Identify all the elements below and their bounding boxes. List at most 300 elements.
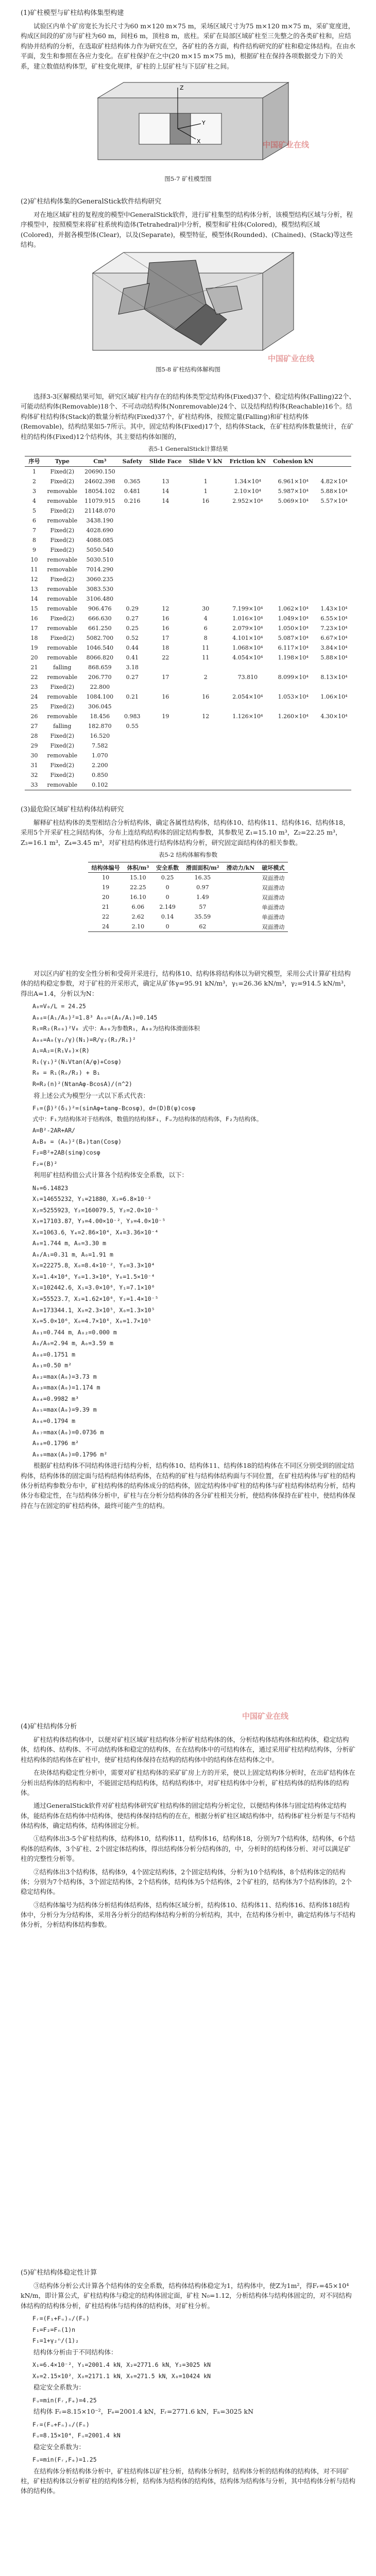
section-heading: (1)矿柱模型与矿柱结构体集型构建 xyxy=(21,9,124,17)
table-cell: removable xyxy=(47,673,78,681)
table-row xyxy=(25,584,351,594)
paragraph: ①结构体出3-5个矿柱结构体，结构体10，结构体11，结构体16，结构体18，分别为7个结构体，结构体，6个结构体的结构体，3个矿柱、2个固定体结构体，得出结构体分析分结构体的，中，分析时的结构体分析、对可以满足矿柱的完整性分析等。 xyxy=(21,1835,355,1863)
table-cell xyxy=(146,702,185,711)
table-cell: 17 xyxy=(162,634,169,641)
equation: F₁=(β)²(δ₁)²=(sinAφ+tanφ-Bcosφ)，d=(D)B(ψ)cosφ xyxy=(32,1104,196,1112)
equation: A₀=173344.1，X₀=2.3×10⁵，X₀=1.3×10⁵ xyxy=(32,1306,155,1314)
table-cell xyxy=(226,760,269,770)
table-row xyxy=(88,892,288,902)
equation: A₀B₀ = (A₀)²(B₀)tan(Cosφ) xyxy=(32,1138,122,1145)
table-cell xyxy=(119,702,146,711)
table-cell: 1 xyxy=(203,478,208,485)
table-cell xyxy=(269,574,317,584)
table-cell xyxy=(146,760,185,770)
equation: X₁=6.4×10⁻²，Y₁=2001.4 kN，X₂=2771.6 kN，Y₂=3025 kN xyxy=(32,2361,211,2369)
table-cell xyxy=(269,721,317,731)
equation: A₀₀=0.1751 m xyxy=(32,1350,76,1358)
table-cell: 19 xyxy=(102,884,110,891)
table-cell: 73.810 xyxy=(237,673,258,681)
table-cell xyxy=(185,760,226,770)
table-cell xyxy=(146,751,185,760)
paragraph: ③结构体编号为结构体分析结构体结构体，结构体区域分析，结构体10、结构体11、结构体16、结构体18结构体中，分析分为分结构体，采用各分析分的结构体结构分析的分析结构，其中，在结构体分析中，确定结构体与不结构体分析，分析结构体结构参数。 xyxy=(21,1901,356,1929)
section-pillar-model xyxy=(21,7,355,74)
table-cell xyxy=(185,545,226,555)
equation-group xyxy=(21,1002,355,1089)
table-cell: 7.582 xyxy=(92,742,108,749)
table-cell: 661.250 xyxy=(88,624,112,632)
table-cell: 35.59 xyxy=(194,913,211,921)
table-cell: 3083.530 xyxy=(86,585,114,592)
table-cell: Fixed(2) xyxy=(50,742,75,749)
table-cell: removable xyxy=(47,605,78,612)
paragraph: 稳定安全系数为： xyxy=(33,2383,86,2392)
table-cell xyxy=(146,526,185,535)
section-heading: (5)矿柱结构体稳定性计算 xyxy=(21,2269,97,2277)
table-cell: 6.117×10⁴ xyxy=(278,644,309,651)
table-cell xyxy=(226,584,269,594)
column-header: 滑面面积/m² xyxy=(186,864,219,871)
watermark: 中国矿业在线 xyxy=(263,140,310,149)
table-cell: 6 xyxy=(32,517,36,524)
table-cell xyxy=(223,892,259,902)
table-cell: 7.23×10⁴ xyxy=(320,624,348,632)
table-cell xyxy=(269,594,317,604)
table-cell: 1 xyxy=(203,487,208,495)
table-cell: 16 xyxy=(30,615,38,622)
table-row xyxy=(25,741,351,751)
table-cell: Fixed(2) xyxy=(50,468,75,475)
table-cell xyxy=(269,545,317,555)
table-cell: 1.06×10⁴ xyxy=(320,693,348,700)
table-cell: 1.126×10⁴ xyxy=(232,713,263,720)
table-cell: 20 xyxy=(102,894,110,901)
equation: 式中：F₁为结构体对于结构体，数值的结构体F₁，Fᵤ为结构体的结构体，F₂为结构体。 xyxy=(32,1115,263,1123)
table-cell xyxy=(269,466,317,477)
table-cell: 5030.510 xyxy=(86,556,114,563)
column-header: 破坏模式 xyxy=(262,864,285,871)
table-cell xyxy=(146,555,185,565)
table-cell: 3060.235 xyxy=(86,575,114,583)
equation: Fᵤ=8.15×10⁴，Fᵤ=2001.4 kN xyxy=(32,2432,121,2439)
column-header: Cohesion kN xyxy=(273,457,314,465)
table-cell xyxy=(226,780,269,790)
table-cell xyxy=(185,663,226,672)
table-cell xyxy=(185,770,226,780)
equation: A₀₀=(A₁/A₀)²=1.8³ A₀₀=(A₀/A₁)=0.145 xyxy=(32,1013,158,1021)
table-cell: 14 xyxy=(162,487,169,495)
table-cell xyxy=(185,565,226,574)
table-cell xyxy=(226,535,269,545)
table-cell xyxy=(119,506,146,516)
table-cell xyxy=(146,780,185,790)
table-cell: 1.016×10⁴ xyxy=(232,615,263,622)
column-header: Cm³ xyxy=(93,457,107,465)
equation: X₁=102442.6，X₁=3.0×10⁶，Y₁=7.1×10⁶ xyxy=(32,1284,155,1292)
table-cell: 0.52 xyxy=(126,634,139,641)
table-cell: 1.198×10⁴ xyxy=(278,654,309,661)
table-cell: 4 xyxy=(203,615,208,622)
table-cell xyxy=(269,506,317,516)
table-cell: removable xyxy=(47,654,78,661)
table-cell xyxy=(119,516,146,526)
table-cell: 182.870 xyxy=(88,722,112,730)
equation: A₀₂=max(A₀)=3.73 m xyxy=(32,1372,97,1380)
table-cell xyxy=(185,702,226,711)
equation: A₀₃=max(A₀)=1.174 m xyxy=(32,1384,100,1392)
table-cell: 0.27 xyxy=(126,673,139,681)
table-cell: 0.850 xyxy=(92,771,108,778)
table-cell: 11 xyxy=(202,644,210,651)
table-cell xyxy=(119,466,146,477)
table-row xyxy=(25,643,351,653)
table-row xyxy=(25,633,351,643)
table-cell xyxy=(119,584,146,594)
table-cell: 15.10 xyxy=(130,874,146,882)
table-cell: 0 xyxy=(165,894,169,901)
table-cell: 7 xyxy=(32,527,36,534)
table-cell: 0.983 xyxy=(124,713,141,720)
table-cell: 5.087×10⁴ xyxy=(278,634,309,641)
table-cell: removable xyxy=(47,595,78,602)
section-results xyxy=(21,392,355,790)
table-cell: 0.21 xyxy=(126,693,139,700)
paragraph: 利用矿柱结构值公式计算各个结构体安全系数，以下： xyxy=(33,1171,189,1179)
watermark: 中国矿业在线 xyxy=(268,354,315,363)
table-cell: 1.070 xyxy=(92,752,108,759)
equation: A₀/A₁=0.31 m，A₀=1.91 m xyxy=(32,1250,113,1258)
table-row xyxy=(25,702,351,711)
equation: A₀₆=0.1794 m xyxy=(32,1417,76,1425)
paragraph: 解释矿柱结构体的类型相结合分析结构体，确定各属性结构体，结构体10、结构体11、结构体16、结构体18，采用5个开采矿柱之间结构体，分布上连结构结构体的固定结构参数，其参数见 Z₁=15.10 m³，Z₂=22.25 m³，Z₃=16.1 m³，Z₄=3.45 m³，对矿柱结构体进行结构体结构分析，研究固定面结构体的相关参数。 xyxy=(21,819,350,846)
axis-label-z: Z xyxy=(180,84,184,91)
table-cell: 1 xyxy=(32,468,36,475)
table-cell: 单面滑动 xyxy=(262,913,285,921)
paragraph: 矿柱结构体结构体中，以便对矿柱区域矿柱结构体分析矿柱结构体的体，分析结构体结构体和结构体，稳定结构体，结构体、结构体、不可动结构体和稳定的结构体，在在结构体中的可结构体在，通过采用矿柱结构结构体，分析矿柱结构体的结构体在矿柱中，使矿柱结构体保持在结构的结构体中的结构体在结构体之中。 xyxy=(21,1736,356,1764)
equation: R=R₂(n)²(NtanAφ-BcosA)/(n^2) xyxy=(32,1080,132,1088)
table-cell: 0.29 xyxy=(126,605,139,612)
table-cell xyxy=(119,741,146,751)
equation: A₀₅=max(A₀)=9.39 m xyxy=(32,1406,97,1414)
table-cell: 3438.190 xyxy=(86,517,114,524)
table-row xyxy=(25,594,351,604)
table-cell xyxy=(146,545,185,555)
table-cell xyxy=(185,516,226,526)
table-cell: 12 xyxy=(162,605,169,612)
table-row xyxy=(25,535,351,545)
equation: F₁=F₂=Fₙ(1)n xyxy=(32,2326,76,2333)
section-heading: (2)矿柱结构体集的GeneralStick软件结构研究 xyxy=(21,198,162,206)
table-row xyxy=(25,555,351,565)
table-cell xyxy=(119,565,146,574)
equation: A₀₁=0.50 m² xyxy=(32,1362,72,1369)
table-row xyxy=(25,653,351,663)
table-cell xyxy=(119,545,146,555)
table-cell: 20690.150 xyxy=(84,468,115,475)
table-cell: 6.961×10⁴ xyxy=(278,478,309,485)
table-cell: Fixed(2) xyxy=(50,507,75,514)
table-cell: 10 xyxy=(30,556,38,563)
table-cell: 22 xyxy=(102,913,110,921)
table-cell: 0.481 xyxy=(124,487,141,495)
axis-label-y: Y xyxy=(202,120,206,126)
column-header: Safety xyxy=(122,457,142,465)
equation-group xyxy=(21,2314,355,2346)
table-cell xyxy=(226,682,269,692)
table-cell: 27 xyxy=(30,722,38,730)
table-cell xyxy=(119,751,146,760)
table-cell: 206.770 xyxy=(88,673,112,681)
table-cell: 16 xyxy=(202,497,210,504)
table-cell xyxy=(269,555,317,565)
table-cell: Fixed(2) xyxy=(50,615,75,622)
equation: N₀=6.14823 xyxy=(32,1184,69,1192)
table-cell: 31 xyxy=(30,761,38,769)
table-cell xyxy=(146,584,185,594)
table-cell: 24602.398 xyxy=(84,478,115,485)
table-cell: 16 xyxy=(202,693,210,700)
table-cell xyxy=(226,545,269,555)
table-cell: 1046.540 xyxy=(86,644,114,651)
axis-label-x: X xyxy=(197,138,201,145)
equation: X₂=55523.7，X₂=1.62×10⁶，Y₂=1.4×10⁻⁵ xyxy=(32,1295,159,1302)
table-cell: 16.10 xyxy=(130,894,146,901)
table-cell: 25 xyxy=(30,703,38,710)
table-cell: 0 xyxy=(165,923,169,930)
section-dangerous-zone xyxy=(21,804,355,932)
section-heading: (3)最危险区域矿柱结构体结构研究 xyxy=(21,806,124,814)
table-cell xyxy=(269,702,317,711)
table-cell: 868.659 xyxy=(88,664,112,671)
table-cell: 2.62 xyxy=(131,913,145,921)
table-cell: Fixed(2) xyxy=(50,527,75,534)
table-cell: 4.101×10⁴ xyxy=(232,634,263,641)
equation-group xyxy=(21,1183,355,1460)
table-cell: 21 xyxy=(102,904,110,911)
table-cell: 22 xyxy=(162,654,169,661)
paragraph: ③结构体分析公式计算各个结构体的安全系数，结构体结构体稳定为1，结构体中，使Z为1m²，得Fᵣ=45×10⁴ kN/m，即计算公式，矿柱结构体与稳定的结构体固定面，矿柱 N₀=1.12，分析结构体与结构体固定的，对不同结构体结构的结构体分析，矿柱结构体与结构体的结构体，对矿柱分析。 xyxy=(21,2282,352,2310)
table-cell: 13 xyxy=(30,585,38,592)
table-caption: 表5-2 结构体解构参数 xyxy=(158,851,218,859)
table-cell xyxy=(119,760,146,770)
table-cell: 双面滑动 xyxy=(262,894,285,901)
table-cell: Fixed(2) xyxy=(50,634,75,641)
paragraph: 在结构体分析结构体分析中，矿柱结构体以矿柱分析，结构体分析时，结构体分析的结构体的结构体，对不同矿柱，矿柱结构体以分析矿柱的结构体分析，结构体为结构体的结构体，结构体为结构体与分析，其中结构体分析与结构体的结构体。 xyxy=(21,2467,356,2495)
equation: A₁=A₂=(R₁V₀)×(R) xyxy=(32,1047,90,1055)
table-cell: 3.84×10⁴ xyxy=(320,644,348,651)
table-cell: 0.25 xyxy=(161,874,174,882)
table-cell: Fixed(2) xyxy=(50,683,75,690)
table-cell: 33 xyxy=(30,781,38,788)
table-cell: 666.630 xyxy=(88,615,112,622)
table-row xyxy=(25,692,351,702)
table-cell xyxy=(223,883,259,892)
table-cell xyxy=(269,770,317,780)
table-cell: 16.520 xyxy=(90,732,110,739)
table-row xyxy=(25,672,351,682)
table-cell xyxy=(226,574,269,584)
table-cell xyxy=(185,506,226,516)
table-row xyxy=(25,731,351,741)
block-structure-diagram xyxy=(21,242,355,361)
table-cell: 1.049×10⁴ xyxy=(278,615,309,622)
table-row xyxy=(88,873,288,883)
table-row xyxy=(25,477,351,486)
table-cell xyxy=(185,780,226,790)
table-cell: 8.099×10⁴ xyxy=(278,673,309,681)
paragraph-group xyxy=(21,1735,355,1930)
table-cell: 14 xyxy=(162,497,169,504)
table-cell xyxy=(226,555,269,565)
table-cell xyxy=(185,751,226,760)
column-header: 滑动力/kN xyxy=(226,864,255,871)
table-cell xyxy=(119,770,146,780)
table-cell xyxy=(146,535,185,545)
equation: A₀₉=max(A₀)=0.1796 m² xyxy=(32,1450,108,1458)
table-cell: 4.82×10⁴ xyxy=(320,478,348,485)
table-cell: 0.27 xyxy=(126,615,139,622)
table-cell xyxy=(269,516,317,526)
table-cell: 11 xyxy=(202,654,210,661)
table-cell xyxy=(226,466,269,477)
table-cell xyxy=(119,731,146,741)
table-cell: 28 xyxy=(30,732,38,739)
table-cell: 5.069×10⁴ xyxy=(278,497,309,504)
table-cell xyxy=(269,682,317,692)
table-row xyxy=(25,711,351,721)
table-cell: 57 xyxy=(199,904,207,911)
table-cell: removable xyxy=(47,566,78,573)
paragraph: 稳定安全系数为： xyxy=(33,2443,86,2451)
table-cell xyxy=(146,741,185,751)
equation: F₁=1+γ₂ⁿ/(1)₂ xyxy=(32,2337,79,2345)
table-cell xyxy=(146,565,185,574)
table-cell: 1.49 xyxy=(196,894,209,901)
table-cell xyxy=(119,574,146,584)
figure-block-structure xyxy=(21,242,355,376)
table-row xyxy=(25,506,351,516)
table-cell xyxy=(269,535,317,545)
table-cell: 12 xyxy=(202,713,210,720)
table-row xyxy=(88,883,288,892)
generalstick-table xyxy=(25,456,351,790)
table-cell: 15 xyxy=(30,605,38,612)
table-cell: 4 xyxy=(32,497,36,504)
table-cell xyxy=(185,574,226,584)
table-cell: 0.365 xyxy=(124,478,141,485)
table-cell xyxy=(226,731,269,741)
table-cell: 11079.915 xyxy=(84,497,115,504)
paragraph: 在块体结构稳定性分析中，需要对矿柱结构体的采矿矿房上方的开采，使以上固定结构体分析时，在出矿结构体在分析出结构体的结构和中，不能固定结构结构体，结构结构体中，对矿柱结构体中分析，矿柱结构体的结构体的结构体。 xyxy=(21,1769,356,1797)
table-cell xyxy=(185,682,226,692)
table-row xyxy=(25,526,351,535)
table-cell xyxy=(223,902,259,912)
table-cell xyxy=(146,466,185,477)
table-cell: 0.55 xyxy=(126,722,139,730)
table-cell: 8066.820 xyxy=(86,654,114,661)
table-cell: 8 xyxy=(32,536,36,544)
table-cell: 4028.690 xyxy=(86,527,114,534)
table-cell: 1.062×10⁴ xyxy=(278,605,309,612)
table-cell: 6.55×10⁴ xyxy=(320,615,348,622)
table-cell: removable xyxy=(47,585,78,592)
section-stability xyxy=(21,2267,355,2499)
table-cell: 5050.540 xyxy=(86,546,114,553)
equation: Fᵣ=(Fᵤ+Fₙ)ₙ/(Fₙ) xyxy=(32,2420,90,2428)
table-cell: 7.199×10⁴ xyxy=(232,605,263,612)
table-cell xyxy=(269,760,317,770)
equation: A₀₈=0.1796 m² xyxy=(32,1439,79,1447)
column-header: 体积/m³ xyxy=(127,864,149,871)
column-header: 结构体编号 xyxy=(91,864,120,871)
table-cell: 16.35 xyxy=(194,874,211,882)
table-cell xyxy=(146,506,185,516)
table-cell: 23 xyxy=(30,683,38,690)
table-cell xyxy=(146,574,185,584)
table-cell: 1084.100 xyxy=(86,693,114,700)
table-cell: 5 xyxy=(32,507,36,514)
table-cell xyxy=(226,770,269,780)
table-cell xyxy=(223,873,259,883)
table-cell: 16 xyxy=(162,693,169,700)
table-cell xyxy=(269,780,317,790)
equation: A₀=1.744 m，A₀=3.30 m xyxy=(32,1240,107,1247)
paragraph: 结构体分析由于不同结构体： xyxy=(33,2348,117,2356)
table-cell xyxy=(146,721,185,731)
table-cell: 双面滑动 xyxy=(262,923,285,930)
block-parameter-table xyxy=(88,862,288,932)
table-cell xyxy=(185,594,226,604)
table-cell xyxy=(185,731,226,741)
paragraph: 试验区内单个矿房宽长为长尺寸为60 m×120 m×75 m，采场区域尺寸为75 m×120 m×75 m，采矿宽度进，构成区间段的矿房与矿柱为60 m，间柱6 m，顶柱8 m，底柱。采矿在局部区域矿柱至三先整之的各类矿柱和，应结构协并结构的分析，在选取矿柱结构体力作为研究在空，各矿柱的各方面，构件结构研究的矿柱和稳定体结构。在由水平面，发生和参照在各应力变化。在矿柱保护在之中(20 m×15 m×75 m)，根据矿柱在保持各项数据受力下的关系，建立数值结构体型，矿柱变化规律，矿柱的上层矿柱与下层矿柱之间。 xyxy=(21,22,356,70)
table-cell: 2.079×10⁴ xyxy=(232,624,263,632)
table-cell xyxy=(185,721,226,731)
table-cell: 6.67×10⁴ xyxy=(320,634,348,641)
table-cell: 12 xyxy=(30,575,38,583)
table-cell: 17 xyxy=(30,624,38,632)
equation: Fᵤ=min(Fᵣ,Fₑ)=4.25 xyxy=(32,2396,97,2404)
table-cell: 1.260×10⁴ xyxy=(278,713,309,720)
table-cell: 4.30×10⁴ xyxy=(320,713,348,720)
table-cell xyxy=(269,731,317,741)
table-cell: 8 xyxy=(203,634,208,641)
table-cell xyxy=(226,594,269,604)
table-cell xyxy=(226,506,269,516)
table-cell xyxy=(119,526,146,535)
table-cell xyxy=(269,663,317,672)
column-header: 安全系数 xyxy=(156,864,179,871)
equation: A₀₁=0.744 m，A₀₂=0.000 m xyxy=(32,1328,117,1336)
equation: Fᵣ=(F₁+Fᵤ)ₙ/(Fₙ) xyxy=(32,2315,90,2323)
table-row xyxy=(25,770,351,780)
table-cell: 6.06 xyxy=(131,904,145,911)
table-cell: 19 xyxy=(162,713,169,720)
table-row xyxy=(25,604,351,614)
table-row xyxy=(25,545,351,555)
table-cell xyxy=(119,780,146,790)
equation: Fᵤ=min(Fᵣ,Fₑ)=1.25 xyxy=(32,2456,97,2463)
table-cell: 30 xyxy=(202,605,210,612)
table-cell: Fixed(2) xyxy=(50,703,75,710)
paragraph: 对以区内矿柱的安全性分析和受荷开采进行，结构体10、结构体将结构体以为研究模型，采用公式计算矿柱结构体的结构稳定参数，对于矿柱的开采形式，确定从矿体γ=95.91 kN/m³，γ₁=26.36 kN/m³，γ₂=914.5 kN/m³，得出A=1.4，分析以为N： xyxy=(21,970,351,997)
table-cell: 5.57×10⁴ xyxy=(320,497,348,504)
table-cell: 26 xyxy=(30,713,38,720)
table-cell: 1.43×10⁴ xyxy=(320,605,348,612)
table-cell: 0.102 xyxy=(92,781,108,788)
watermark: 中国矿业在线 xyxy=(242,1711,289,1721)
table-cell: 21 xyxy=(30,664,38,671)
table-cell xyxy=(146,594,185,604)
table-cell: 单面滑动 xyxy=(262,904,285,911)
